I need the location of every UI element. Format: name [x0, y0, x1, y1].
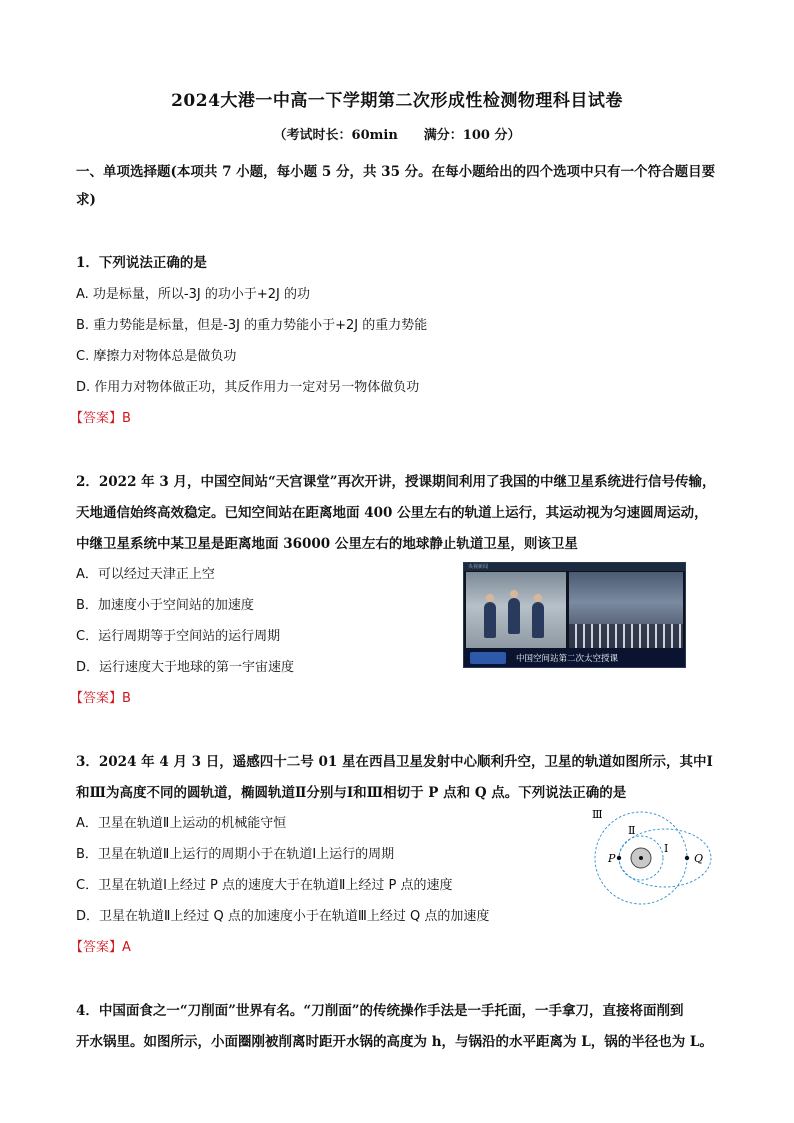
- orbit-ii-label: Ⅱ: [628, 824, 636, 837]
- point-q-label: Q: [694, 852, 704, 865]
- section-header-line-1: 一、单项选择题(本项共 7 小题，每小题 5 分，共 35 分。在每小题给出的四个选项中只有一个符合题目要: [76, 164, 716, 180]
- q2-stem-line-3: 中继卫星系统中某卫星是距离地面 36000 公里左右的地球静止轨道卫星，则该卫星: [76, 536, 578, 552]
- broadcast-logo: [470, 652, 506, 664]
- q2-option-b: B．加速度小于空间站的加速度: [76, 598, 254, 613]
- q1-option-c: C. 摩擦力对物体总是做负功: [76, 349, 237, 364]
- q1-option-d: D. 作用力对物体做正功，其反作用力一定对另一物体做负功: [76, 380, 420, 395]
- q4-stem-line-2: 开水锅里。如图所示，小面圈刚被削离时距开水锅的高度为 h，与锅沿的水平距离为 L，锅的半径也为 L。: [76, 1034, 713, 1050]
- q2-answer: 【答案】B: [70, 691, 131, 706]
- orbit-iii-label: Ⅲ: [592, 808, 603, 821]
- q3-option-d: D．卫星在轨道Ⅱ上经过 Q 点的加速度小于在轨道Ⅲ上经过 Q 点的加速度: [76, 909, 490, 924]
- orbit-i-label: Ⅰ: [664, 842, 669, 855]
- q1-stem: 1．下列说法正确的是: [76, 255, 207, 271]
- earth-center: [639, 856, 643, 860]
- q4-stem-line-1: 4．中国面食之一“刀削面”世界有名。“刀削面”的传统操作手法是一手托面，一手拿刀，直接将面削到: [76, 1003, 684, 1019]
- q2-option-a: A．可以经过天津正上空: [76, 567, 215, 582]
- q3-option-c: C．卫星在轨道Ⅰ上经过 P 点的速度大于在轨道Ⅱ上经过 P 点的速度: [76, 878, 453, 893]
- q3-stem-line-2: 和Ⅲ为高度不同的圆轨道，椭圆轨道Ⅱ分别与Ⅰ和Ⅲ相切于 P 点和 Q 点。下列说法正确的是: [76, 785, 627, 801]
- exam-subtitle: （考试时长：60min 满分：100 分）: [273, 128, 521, 143]
- point-p: [617, 856, 621, 860]
- section-header-line-2: 求): [76, 192, 96, 208]
- q2-stem-line-2: 天地通信始终高效稳定。已知空间站在距离地面 400 公里左右的轨道上运行，其运动视为匀速圆周运动，: [76, 505, 708, 521]
- q1-answer: 【答案】B: [70, 411, 131, 426]
- photo-caption: 中国空间站第二次太空授课: [516, 654, 619, 664]
- point-p-label: P: [608, 852, 616, 865]
- q2-option-d: D．运行速度大于地球的第一宇宙速度: [76, 660, 295, 675]
- q3-option-b: B．卫星在轨道Ⅱ上运行的周期小于在轨道Ⅰ上运行的周期: [76, 847, 395, 862]
- q3-stem-line-1: 3．2024 年 4 月 3 日，遥感四十二号 01 星在西昌卫星发射中心顺利升空，卫星的轨道如图所示，其中Ⅰ: [76, 754, 713, 770]
- photo-left-panel: [466, 572, 566, 648]
- q1-option-a: A. 功是标量，所以-3J 的功小于+2J 的功: [76, 287, 310, 302]
- point-q: [685, 856, 689, 860]
- q2-option-c: C．运行周期等于空间站的运行周期: [76, 629, 281, 644]
- q3-option-a: A．卫星在轨道Ⅱ上运动的机械能守恒: [76, 816, 287, 831]
- space-station-photo: [463, 562, 686, 668]
- q2-stem-line-1: 2．2022 年 3 月，中国空间站“天宫课堂”再次开讲，授课期间利用了我国的中继卫星系统进行信号传输，: [76, 474, 716, 490]
- q1-option-b: B. 重力势能是标量，但是-3J 的重力势能小于+2J 的重力势能: [76, 318, 428, 333]
- photo-right-panel: [569, 572, 683, 648]
- q3-answer: 【答案】A: [70, 940, 131, 955]
- orbit-diagram: [584, 806, 714, 910]
- exam-title: 2024大港一中高一下学期第二次形成性检测物理科目试卷: [171, 91, 623, 111]
- photo-tag: 央视新闻: [468, 564, 489, 570]
